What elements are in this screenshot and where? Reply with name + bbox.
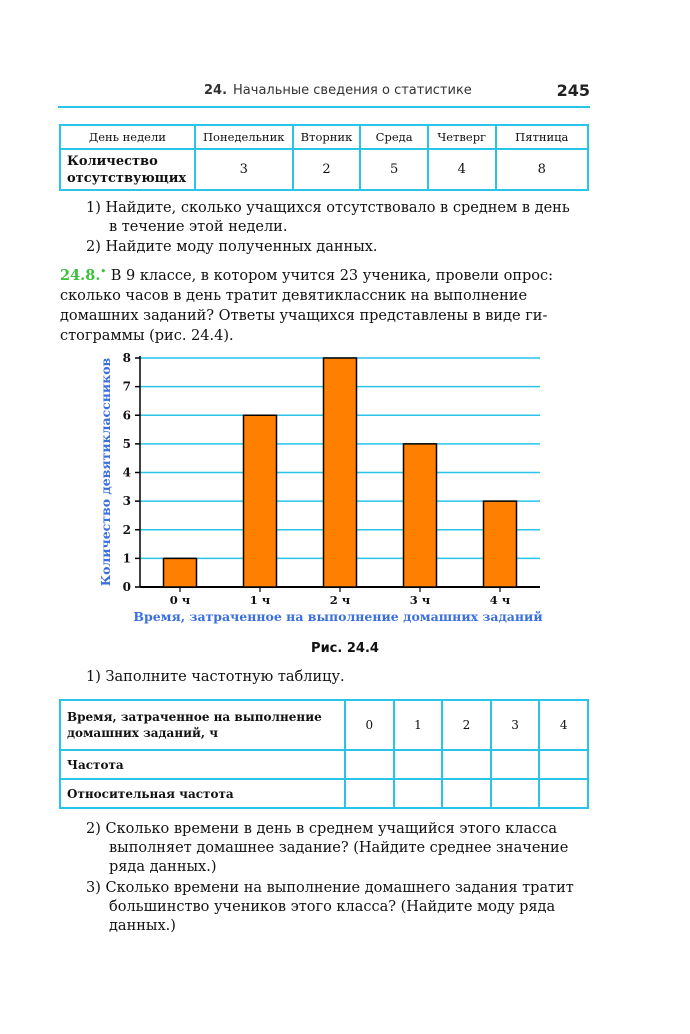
bar [164,558,197,587]
chapter-name: Начальные сведения о статистике [233,83,472,98]
table-header-cell: Четверг [428,125,496,149]
chapter-title [204,83,472,98]
row-label-line: отсутствующих [67,170,187,186]
header-line: Время, затраченное на выполнение [67,710,322,724]
table-cell: 5 [360,149,428,190]
figure-caption: Рис. 24.4 [311,641,379,656]
y-tick-label: 8 [122,351,131,365]
row-label-cell: Частота [60,750,345,779]
x-axis-title: Время, затраченное на выполнение домашних заданий [133,609,543,624]
table-header-cell: 4 [539,700,588,750]
row-label-cell: Относительная частота [60,779,345,808]
y-tick-label: 6 [122,408,131,423]
row-label-line: Количество [67,153,158,169]
empty-cell [539,779,588,808]
empty-cell [491,779,540,808]
y-tick-label: 7 [122,379,131,394]
table-cell: 2 [293,149,361,190]
difficulty-marker: • [100,267,107,277]
bar [404,444,437,587]
empty-cell [345,750,394,779]
table-header-cell [60,700,345,750]
table-header-cell: Среда [360,125,428,149]
empty-cell [345,779,394,808]
page-header [58,78,590,108]
table-row [60,125,588,149]
table-header-cell: Понедельник [195,125,293,149]
text-line: домашних заданий? Ответы учащихся представлены в виде ги- [60,307,548,324]
text-line: ряда данных.) [109,859,217,875]
bar [484,501,517,587]
problem-statement [60,262,590,346]
question-2: 2) Найдите моду полученных данных. [86,239,378,255]
question-mean [86,820,568,877]
question-1 [86,199,570,237]
y-axis-title: Количество девятиклассников [98,357,113,587]
empty-cell [539,750,588,779]
y-tick-label: 3 [122,494,131,509]
table-cell: 8 [496,149,588,190]
chapter-number: 24. [204,83,228,98]
text-line: В 9 классе, в котором учится 23 ученика, провели опрос: [106,267,554,284]
frequency-table [59,699,589,809]
bar [244,415,277,587]
empty-cell [442,750,491,779]
empty-cell [442,779,491,808]
header-line: домашних заданий, ч [67,726,219,740]
empty-cell [394,750,443,779]
table-header-cell: Пятница [496,125,588,149]
x-tick-label: 2 ч [329,593,351,607]
text-line: 1) Найдите, сколько учащихся отсутствовало в среднем в день [86,200,570,216]
text-line: 3) Сколько времени на выполнение домашнего задания тратит [86,880,574,896]
text-line: данных.) [109,918,176,934]
table-header-cell: 0 [345,700,394,750]
absence-table [59,124,589,191]
table-header-cell: 3 [491,700,540,750]
table-header-cell: Вторник [293,125,361,149]
text-line: выполняет домашнее задание? (Найдите среднее значение [109,840,569,856]
y-tick-label: 2 [122,522,131,537]
table-cell: 4 [428,149,496,190]
empty-cell [491,750,540,779]
histogram-chart [96,350,556,630]
text-line: стограммы (рис. 24.4). [60,327,234,344]
y-tick-label: 4 [122,465,131,480]
empty-cell [394,779,443,808]
problem-number [60,267,106,284]
page-number: 245 [556,81,590,100]
x-tick-label: 4 ч [489,593,511,607]
task-fill-table: 1) Заполните частотную таблицу. [86,669,345,685]
row-label-cell [60,149,195,190]
table-row [60,750,588,779]
table-row [60,149,588,190]
x-tick-label: 0 ч [169,593,191,607]
text-line: в течение этой недели. [109,219,288,235]
table-header-cell: 2 [442,700,491,750]
table-header-cell: День недели [60,125,195,149]
table-row [60,779,588,808]
problem-number-text: 24.8. [60,266,101,284]
y-tick-label: 0 [122,580,131,594]
table-cell: 3 [195,149,293,190]
y-tick-label: 1 [122,551,131,566]
text-line: большинство учеников этого класса? (Найдите моду ряда [109,899,556,915]
text-line: 2) Сколько времени в день в среднем учащийся этого класса [86,821,558,837]
y-tick-label: 5 [122,436,131,451]
bar [324,358,357,587]
x-tick-label: 3 ч [409,593,431,607]
table-row [60,700,588,750]
x-tick-label: 1 ч [249,593,271,607]
question-mode [86,879,574,936]
table-header-cell: 1 [394,700,443,750]
text-line: сколько часов в день тратит девятиклассник на выполнение [60,287,528,304]
